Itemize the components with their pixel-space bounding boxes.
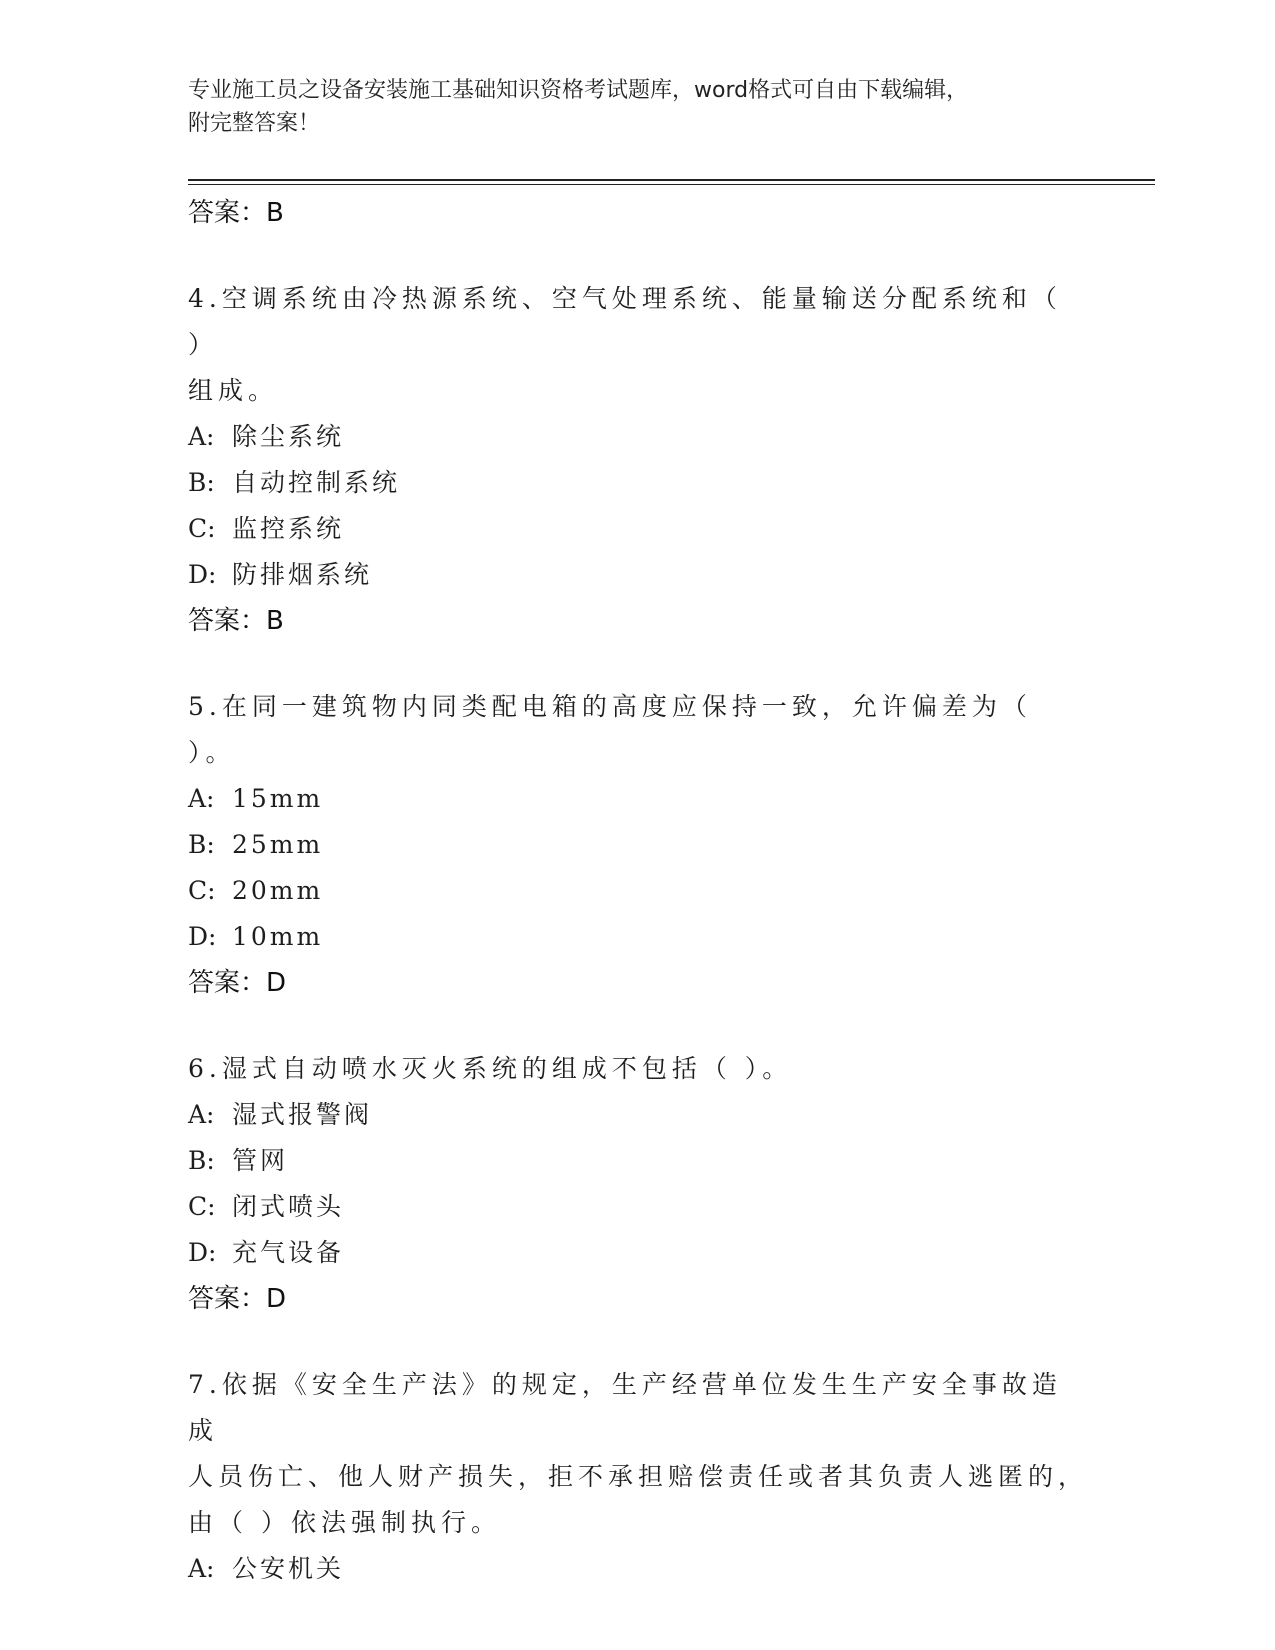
option-a — [188, 1546, 1088, 1592]
answer-line: 答案：B — [188, 606, 284, 636]
option-a — [188, 776, 1088, 822]
option-letter: A: — [188, 1554, 215, 1583]
option-letter: A: — [188, 1100, 215, 1129]
option-letter: D: — [188, 922, 217, 951]
option-text: 10mm — [232, 922, 324, 951]
option-text: 20mm — [232, 876, 324, 905]
option-text: 管网 — [232, 1146, 289, 1175]
option-letter: A: — [188, 422, 215, 451]
option-letter: C: — [188, 1192, 216, 1221]
option-letter: B: — [188, 468, 215, 497]
stem-line: 5.在同一建筑物内同类配电箱的高度应保持一致，允许偏差为（ ）。 — [188, 692, 1032, 767]
option-text: 监控系统 — [232, 514, 345, 543]
stem-line: 组成。 — [188, 376, 279, 405]
question-stem — [188, 1362, 1088, 1546]
option-letter: B: — [188, 1146, 215, 1175]
option-c — [188, 868, 1088, 914]
option-d — [188, 1230, 1088, 1276]
stem-line: 7.依据《安全生产法》的规定，生产经营单位发生生产安全事故造成 — [188, 1370, 1062, 1445]
option-letter: D: — [188, 560, 217, 589]
option-a — [188, 1092, 1088, 1138]
answer-line: 答案：D — [188, 968, 287, 998]
header-line-1: 专业施工员之设备安装施工基础知识资格考试题库，word格式可自由下载编辑， — [188, 78, 969, 103]
option-d — [188, 914, 1088, 960]
stem-line: 由（ ）依法强制执行。 — [188, 1508, 501, 1537]
option-text: 公安机关 — [232, 1554, 345, 1583]
document-header — [188, 74, 1088, 140]
option-letter: A: — [188, 784, 215, 813]
header-divider-thin — [188, 184, 1155, 185]
answer-line: 答案：D — [188, 1284, 287, 1314]
option-text: 自动控制系统 — [232, 468, 401, 497]
stem-line: 4.空调系统由冷热源系统、空气处理系统、能量输送分配系统和（ ） — [188, 284, 1062, 359]
question-6 — [188, 1046, 1088, 1322]
option-letter: C: — [188, 876, 216, 905]
option-letter: D: — [188, 1238, 217, 1267]
option-letter: C: — [188, 514, 216, 543]
option-b — [188, 822, 1088, 868]
option-c — [188, 506, 1088, 552]
option-text: 15mm — [232, 784, 324, 813]
option-text: 湿式报警阀 — [232, 1100, 373, 1129]
header-divider-thick — [188, 179, 1155, 181]
question-5 — [188, 684, 1088, 1006]
option-letter: B: — [188, 830, 215, 859]
option-b — [188, 460, 1088, 506]
option-text: 除尘系统 — [232, 422, 345, 451]
stem-line: 人员伤亡、他人财产损失，拒不承担赔偿责任或者其负责人逃匿的， — [188, 1462, 1089, 1491]
header-line-2: 附完整答案！ — [188, 111, 321, 136]
answer-line: 答案：B — [188, 198, 284, 228]
question-list — [188, 190, 1088, 1592]
option-b — [188, 1138, 1088, 1184]
question-stem — [188, 276, 1088, 414]
option-text: 闭式喷头 — [232, 1192, 345, 1221]
question-7 — [188, 1362, 1088, 1592]
option-a — [188, 414, 1088, 460]
question-stem — [188, 684, 1088, 776]
question-stem — [188, 1046, 1088, 1092]
option-text: 25mm — [232, 830, 324, 859]
stem-line: 6.湿式自动喷水灭火系统的组成不包括（ ）。 — [188, 1054, 793, 1083]
option-c — [188, 1184, 1088, 1230]
question-4 — [188, 276, 1088, 644]
option-text: 充气设备 — [232, 1238, 345, 1267]
option-d — [188, 552, 1088, 598]
option-text: 防排烟系统 — [232, 560, 373, 589]
